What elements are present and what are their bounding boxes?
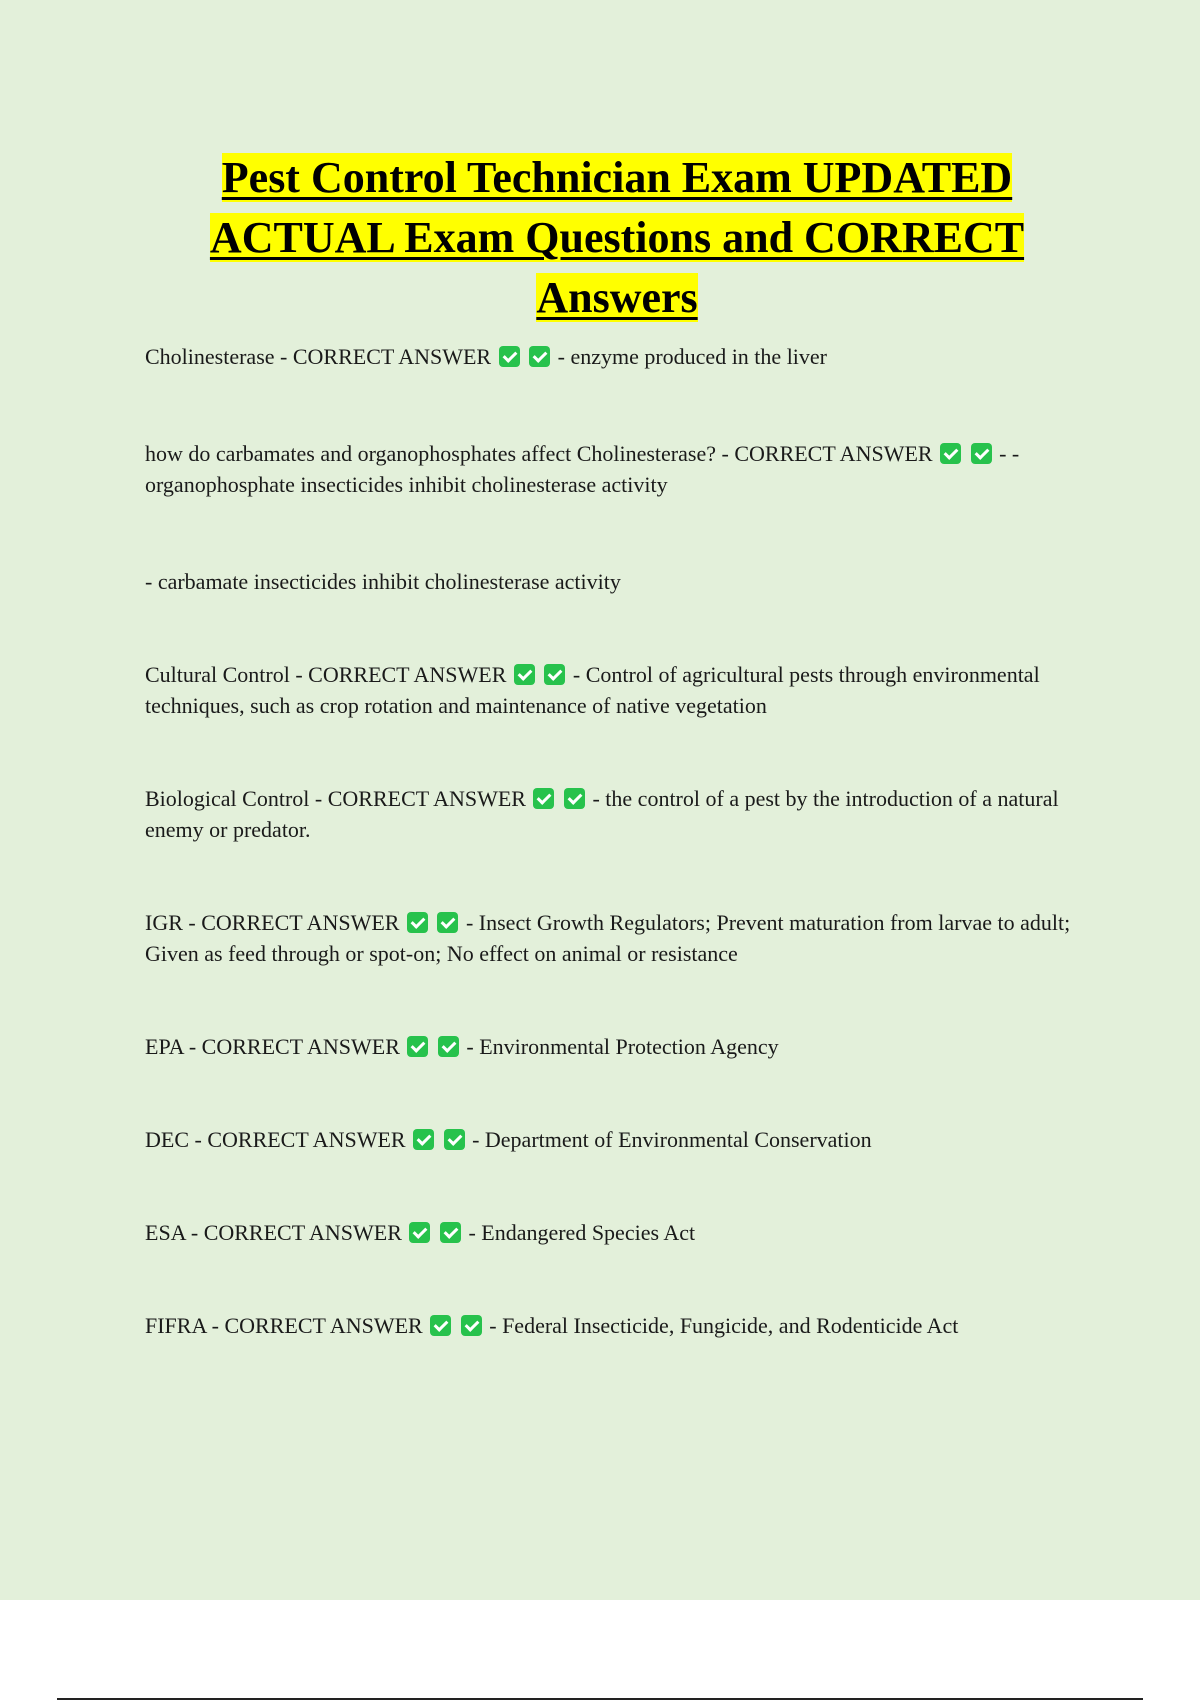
check-icon <box>544 664 565 685</box>
entry-definition: Federal Insecticide, Fungicide, and Rodenticide Act <box>502 1313 959 1338</box>
qa-entry-epa: EPA - CORRECT ANSWER - Environmental Protection Agency <box>145 1034 779 1059</box>
check-icon <box>971 443 992 464</box>
answer-marker: CORRECT ANSWER <box>203 1220 402 1245</box>
qa-entry-biological-control: Biological Control - CORRECT ANSWER - the control of a pest by the introduction of a natural enemy or predator. <box>145 786 1059 842</box>
entry-term: IGR <box>145 910 183 935</box>
check-icon <box>564 788 585 809</box>
check-icon <box>444 1129 465 1150</box>
check-icon <box>407 912 428 933</box>
check-icon <box>438 1036 459 1057</box>
answer-marker: CORRECT ANSWER <box>292 344 492 369</box>
entry-definition: - organophosphate insecticides inhibit cholinesterase activity <box>145 441 1020 497</box>
qa-entry-igr: IGR - CORRECT ANSWER - Insect Growth Regulators; Prevent maturation from larvae to adult; Given as feed through or spot-on; No effect on animal or resistance <box>145 910 1071 966</box>
qa-entry-dec: DEC - CORRECT ANSWER - Department of Environmental Conservation <box>145 1127 872 1152</box>
check-icon <box>529 346 550 367</box>
check-icon <box>940 443 961 464</box>
entry-definition: Endangered Species Act <box>481 1220 696 1245</box>
entry-term: Cholinesterase <box>145 344 275 369</box>
answer-marker: CORRECT ANSWER <box>224 1313 423 1338</box>
qa-entry-esa: ESA - CORRECT ANSWER - Endangered Species Act <box>145 1220 696 1245</box>
check-icon <box>413 1129 434 1150</box>
check-icon <box>430 1315 451 1336</box>
check-icon <box>437 912 458 933</box>
entry-definition: Department of Environmental Conservation <box>484 1127 872 1152</box>
document-title <box>145 148 1089 328</box>
check-icon <box>533 788 554 809</box>
qa-entry-cholinesterase: Cholinesterase - CORRECT ANSWER - enzyme produced in the liver <box>145 344 828 369</box>
entry-term: Biological Control <box>145 786 310 811</box>
answer-marker: CORRECT ANSWER <box>201 910 400 935</box>
check-icon <box>407 1036 428 1057</box>
qa-entry-carbamate-note <box>145 566 1090 597</box>
entry-definition: enzyme produced in the liver <box>570 344 828 369</box>
entry-definition: Control of agricultural pests through environmental techniques, such as crop rotation and maintenance of native vegetation <box>145 662 1040 718</box>
entry-definition: Environmental Protection Agency <box>479 1034 779 1059</box>
qa-entry-carbamates: how do carbamates and organophosphates affect Cholinesterase? - CORRECT ANSWER - - organophosphate insecticides inhibit cholinesterase activity <box>145 441 1020 497</box>
check-icon <box>440 1222 461 1243</box>
entry-definition: Insect Growth Regulators; Prevent maturation from larvae to adult; Given as feed through or spot-on; No effect on animal or resistance <box>145 910 1071 966</box>
check-icon <box>499 346 520 367</box>
check-icon <box>409 1222 430 1243</box>
answer-marker: CORRECT ANSWER <box>327 786 526 811</box>
entry-term: EPA <box>145 1034 184 1059</box>
answer-marker: CORRECT ANSWER <box>308 662 507 687</box>
answer-marker: CORRECT ANSWER <box>207 1127 406 1152</box>
entry-term: how do carbamates and organophosphates affect Cholinesterase? <box>145 441 716 466</box>
answer-marker: CORRECT ANSWER <box>201 1034 400 1059</box>
answer-marker: CORRECT ANSWER <box>734 441 933 466</box>
entry-term: ESA <box>145 1220 186 1245</box>
entry-text: - carbamate insecticides inhibit cholinesterase activity <box>145 569 621 594</box>
check-icon <box>514 664 535 685</box>
qa-entry-fifra: FIFRA - CORRECT ANSWER - Federal Insecticide, Fungicide, and Rodenticide Act <box>145 1313 959 1338</box>
entry-term: Cultural Control <box>145 662 290 687</box>
entry-term: FIFRA <box>145 1313 207 1338</box>
qa-list <box>145 341 1090 1341</box>
check-icon <box>461 1315 482 1336</box>
qa-entry-cultural-control: Cultural Control - CORRECT ANSWER - Control of agricultural pests through environmental techniques, such as crop rotation and maintenance of native vegetation <box>145 662 1040 718</box>
entry-definition: the control of a pest by the introduction of a natural enemy or predator. <box>145 786 1059 842</box>
document-title-text: Pest Control Technician Exam UPDATED ACTUAL Exam Questions and CORRECT Answers <box>209 153 1025 322</box>
entry-term: DEC <box>145 1127 189 1152</box>
